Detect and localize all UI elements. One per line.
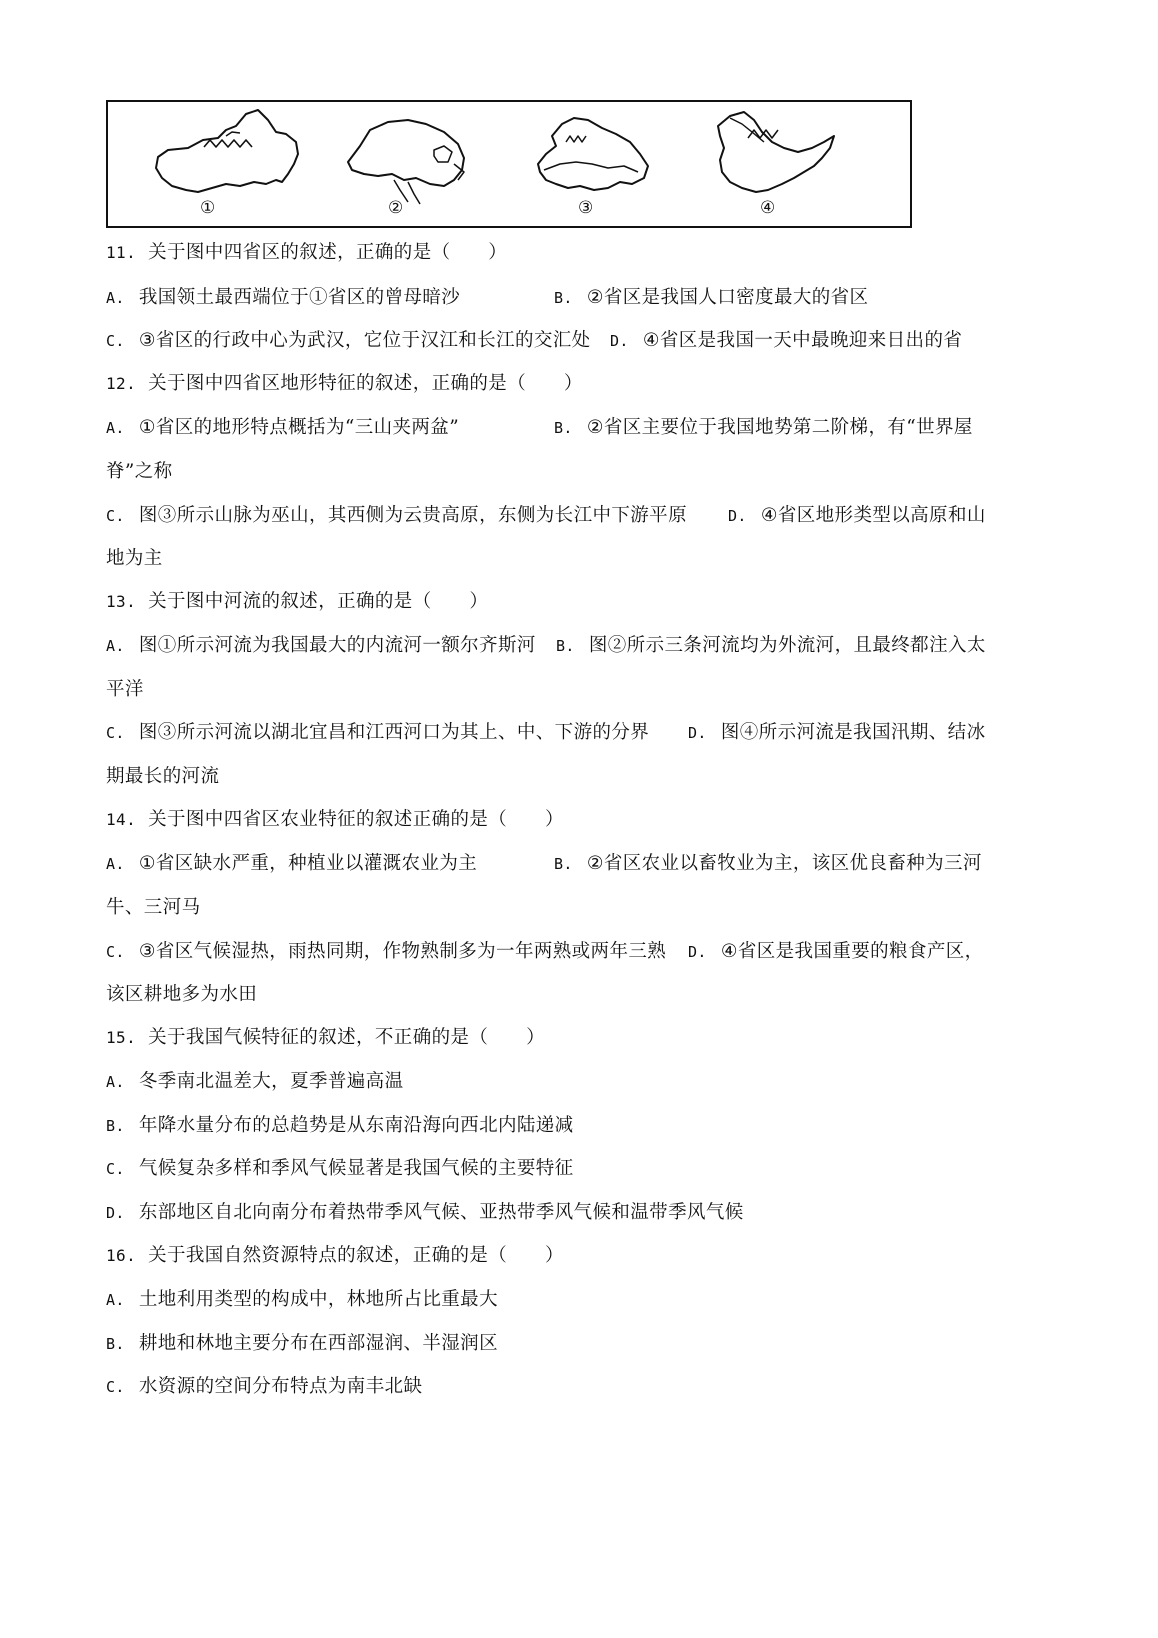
province-outlines bbox=[108, 102, 914, 230]
question-12-option-b-cont: 脊”之称 bbox=[106, 461, 173, 482]
map-4-river bbox=[730, 118, 764, 142]
question-11-option-d[interactable]: D. ④省区是我国一天中最晚迎来日出的省 bbox=[610, 330, 963, 351]
map-1-outline bbox=[156, 110, 298, 192]
question-13-option-b-cont: 平洋 bbox=[106, 679, 144, 700]
map-1-river bbox=[226, 132, 240, 136]
question-12-option-d-cont: 地为主 bbox=[106, 548, 163, 569]
question-14-option-d-cont: 该区耕地多为水田 bbox=[106, 984, 258, 1005]
province-maps-figure bbox=[106, 100, 912, 228]
question-14-option-c[interactable]: C. ③省区气候湿热，雨热同期，作物熟制多为一年两熟或两年三熟 bbox=[106, 941, 667, 962]
question-12-option-a[interactable]: A. ①省区的地形特点概括为“三山夹两盆” bbox=[106, 417, 460, 438]
question-13-option-c[interactable]: C. 图③所示河流以湖北宜昌和江西河口为其上、中、下游的分界 bbox=[106, 722, 650, 743]
question-11-option-a[interactable]: A. 我国领土最西端位于①省区的曾母暗沙 bbox=[106, 287, 461, 308]
question-12-option-b[interactable]: B. ②省区主要位于我国地势第二阶梯，有“世界屋 bbox=[554, 417, 973, 438]
map-3-river bbox=[544, 162, 638, 172]
question-15-option-b[interactable]: B. 年降水量分布的总趋势是从东南沿海向西北内陆递减 bbox=[106, 1115, 574, 1136]
question-11-option-c[interactable]: C. ③省区的行政中心为武汉，它位于汉江和长江的交汇处 bbox=[106, 330, 591, 351]
question-12-option-c[interactable]: C. 图③所示山脉为巫山，其西侧为云贵高原，东侧为长江中下游平原 bbox=[106, 505, 687, 526]
map-2-outline bbox=[348, 120, 464, 186]
question-16-stem: 16. 关于我国自然资源特点的叙述，正确的是（ ） bbox=[106, 1245, 564, 1266]
question-11-option-b[interactable]: B. ②省区是我国人口密度最大的省区 bbox=[554, 287, 869, 308]
question-14-option-d[interactable]: D. ④省区是我国重要的粮食产区， bbox=[688, 941, 984, 962]
question-13-option-b[interactable]: B. 图②所示三条河流均为外流河，且最终都注入太 bbox=[556, 635, 986, 656]
question-16-option-c[interactable]: C. 水资源的空间分布特点为南丰北缺 bbox=[106, 1376, 423, 1397]
map-4-mountains bbox=[748, 130, 778, 138]
map-3-outline bbox=[538, 118, 648, 190]
question-15-option-c[interactable]: C. 气候复杂多样和季风气候显著是我国气候的主要特征 bbox=[106, 1158, 574, 1179]
map-4-outline bbox=[718, 112, 834, 192]
question-12-option-d[interactable]: D. ④省区地形类型以高原和山 bbox=[728, 505, 986, 526]
map-2-lake bbox=[434, 146, 452, 162]
map-label-4: ④ bbox=[760, 198, 776, 218]
map-label-2: ② bbox=[388, 198, 404, 218]
question-14-option-a[interactable]: A. ①省区缺水严重，种植业以灌溉农业为主 bbox=[106, 853, 478, 874]
question-11-stem: 11. 关于图中四省区的叙述，正确的是（ ） bbox=[106, 242, 508, 263]
question-14-option-b-cont: 牛、三河马 bbox=[106, 897, 201, 918]
question-13-option-a[interactable]: A. 图①所示河流为我国最大的内流河一额尔齐斯河 bbox=[106, 635, 536, 656]
question-14-option-b[interactable]: B. ②省区农业以畜牧业为主，该区优良畜种为三河 bbox=[554, 853, 982, 874]
question-16-option-b[interactable]: B. 耕地和林地主要分布在西部湿润、半湿润区 bbox=[106, 1333, 498, 1354]
question-13-option-d[interactable]: D. 图④所示河流是我国汛期、结冰 bbox=[688, 722, 986, 743]
map-3-mountains bbox=[566, 136, 586, 142]
map-label-3: ③ bbox=[578, 198, 594, 218]
question-15-option-d[interactable]: D. 东部地区自北向南分布着热带季风气候、亚热带季风气候和温带季风气候 bbox=[106, 1202, 744, 1223]
question-16-option-a[interactable]: A. 土地利用类型的构成中，林地所占比重最大 bbox=[106, 1289, 498, 1310]
map-label-1: ① bbox=[200, 198, 216, 218]
question-12-stem: 12. 关于图中四省区地形特征的叙述，正确的是（ ） bbox=[106, 373, 583, 394]
question-15-stem: 15. 关于我国气候特征的叙述，不正确的是（ ） bbox=[106, 1027, 546, 1048]
map-1-mountains bbox=[204, 140, 252, 147]
question-13-option-d-cont: 期最长的河流 bbox=[106, 766, 220, 787]
map-2-river-b bbox=[408, 182, 420, 204]
question-14-stem: 14. 关于图中四省区农业特征的叙述正确的是（ ） bbox=[106, 809, 564, 830]
question-13-stem: 13. 关于图中河流的叙述，正确的是（ ） bbox=[106, 591, 489, 612]
question-15-option-a[interactable]: A. 冬季南北温差大，夏季普遍高温 bbox=[106, 1071, 404, 1092]
